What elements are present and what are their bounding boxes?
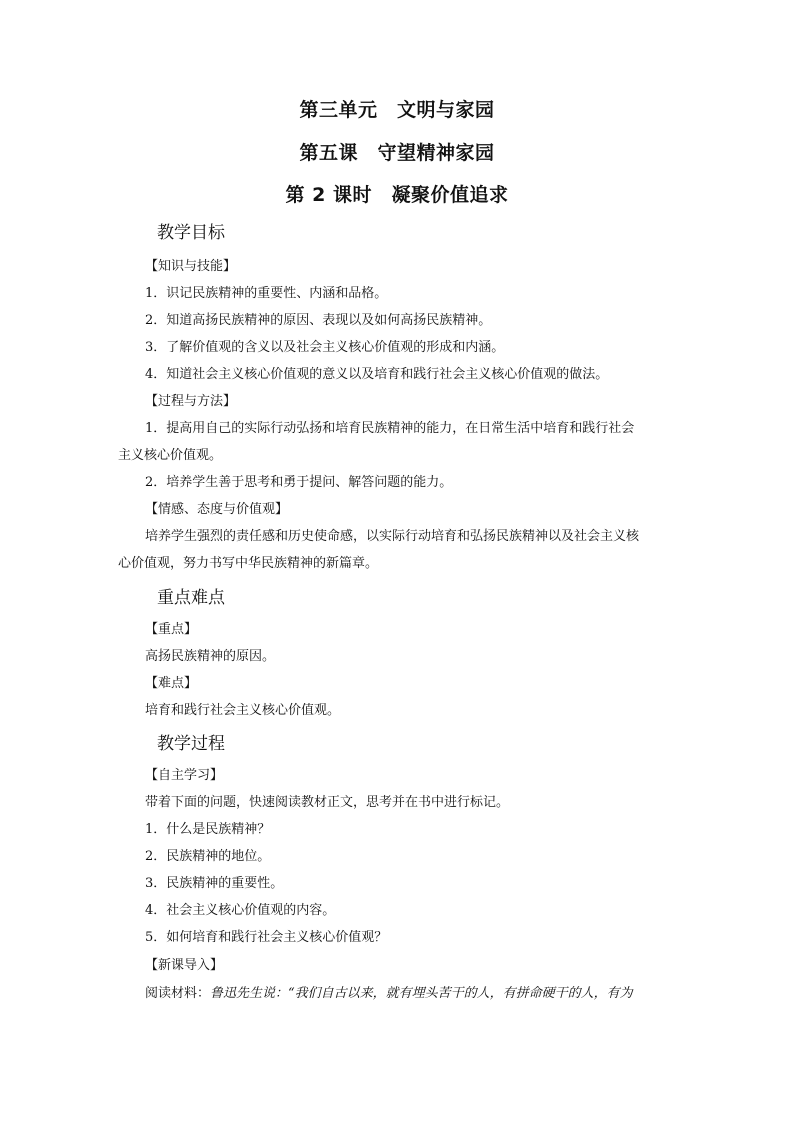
reading-material [145, 985, 675, 1003]
focus-label: 【重点】 [145, 622, 198, 637]
process-method-label: 【过程与方法】 [145, 394, 237, 409]
study-question: 1．什么是民族精神？ [145, 822, 271, 837]
lesson-title: 第五课 守望精神家园 [299, 142, 495, 164]
new-lesson-intro-label: 【新课导入】 [145, 958, 224, 973]
knowledge-item: 1．识记民族精神的重要性、内涵和品格。 [145, 286, 388, 301]
period-title: 第 2 课时 凝聚价值追求 [285, 184, 509, 206]
process-item: 2．培养学生善于思考和勇于提问、解答问题的能力。 [145, 475, 453, 490]
emotion-text-line: 培养学生强烈的责任感和历史使命感，以实际行动培育和弘扬民族精神以及社会主义核 [145, 529, 640, 544]
knowledge-label: 【知识与技能】 [145, 259, 237, 274]
key-points-heading: 重点难点 [157, 588, 225, 608]
difficulty-label: 【难点】 [145, 676, 198, 691]
knowledge-item: 2．知道高扬民族精神的原因、表现以及如何高扬民族精神。 [145, 313, 492, 328]
self-study-label: 【自主学习】 [145, 768, 224, 783]
difficulty-text: 培育和践行社会主义核心价值观。 [145, 703, 341, 718]
study-question: 5．如何培育和践行社会主义核心价值观？ [145, 930, 388, 945]
unit-title: 第三单元 文明与家园 [299, 99, 495, 121]
study-question: 2．民族精神的地位。 [145, 849, 271, 864]
focus-text: 高扬民族精神的原因。 [145, 649, 276, 664]
process-item-line: 1．提高用自己的实际行动弘扬和培育民族精神的能力，在日常生活中培育和践行社会 [145, 421, 635, 436]
emotion-label: 【情感、态度与价值观】 [145, 502, 289, 517]
study-question: 4．社会主义核心价值观的内容。 [145, 903, 336, 918]
objectives-heading: 教学目标 [157, 223, 225, 243]
process-item-line: 主义核心价值观。 [118, 448, 223, 463]
knowledge-item: 4．知道社会主义核心价值观的意义以及培育和践行社会主义核心价值观的做法。 [145, 367, 609, 382]
reading-label: 阅读材料： [145, 986, 211, 1001]
study-question: 3．民族精神的重要性。 [145, 876, 284, 891]
teaching-process-heading: 教学过程 [157, 734, 225, 754]
knowledge-item: 3．了解价值观的含义以及社会主义核心价值观的形成和内涵。 [145, 340, 505, 355]
self-study-intro: 带着下面的问题，快速阅读教材正文，思考并在书中进行标记。 [145, 795, 510, 810]
emotion-text-line: 心价值观，努力书写中华民族精神的新篇章。 [118, 556, 379, 571]
reading-quote: 鲁迅先生说：“我们自古以来，就有埋头苦干的人，有拼命硬干的人，有为 [210, 986, 633, 1001]
